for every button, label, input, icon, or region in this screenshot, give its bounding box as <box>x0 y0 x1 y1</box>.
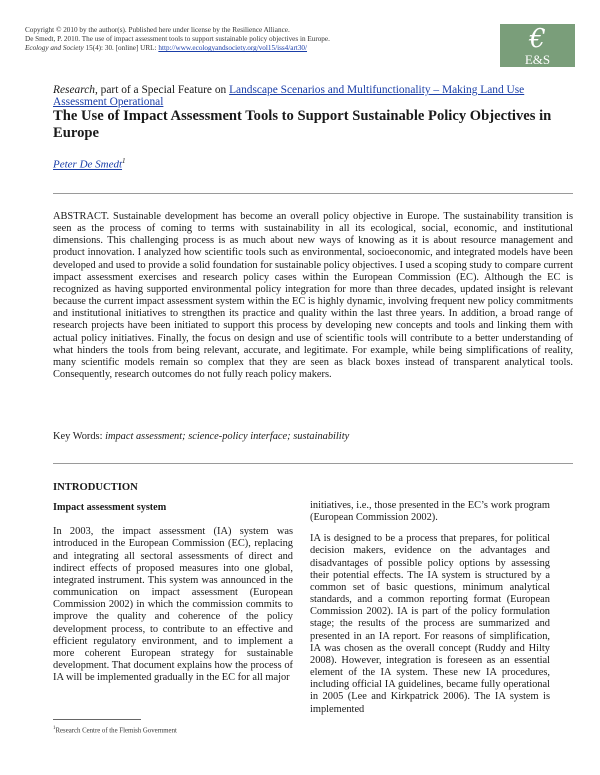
article-title: The Use of Impact Assessment Tools to Support Sustainable Policy Objectives in Europe <box>53 108 552 141</box>
journal-name: Ecology and Society <box>25 44 84 53</box>
right-paragraph-1: initiatives, i.e., those presented in the EC’s work program (European Commission 2002). <box>310 500 550 524</box>
right-column <box>310 500 550 725</box>
ia-system-heading: Impact assessment system <box>53 502 167 514</box>
article-url-link[interactable]: http://www.ecologyandsociety.org/vol15/iss4/art30/ <box>158 44 308 53</box>
keywords-label: Key Words: <box>53 431 106 442</box>
abstract: ABSTRACT. Sustainable development has become an overall policy objective in Europe. The sustainability transition is seen as the process of coming to terms with sustainability in all its ecological, social, economic, and institutional dimensions. This challenging process is as much about new ways of knowing as it is about resource management and product innovation. I analyzed how scientific tools such as environmental, socioeconomic, and integrated models have been developed and used to provide a solid foundation for sustainable policy objectives. I used a scoping study to compare current impact assessment exercises and research policy cases within the European Commission (EC). Although the EC is recognized as having supported environmental policy integration for more than three decades, updated insight is relevant because the current impact assessment system within the EC is highly dynamic, involving frequent new policy commitments and institutional initiatives to strengthen its practice and quality within the last three years. In addition, a broad range of research projects have been initiated to support this process by developing new concepts and tools and linking them with actual policy initiatives. Finally, the focus on design and use of scientific tools will contribute to a better understanding of what hinders the tools from being relevant, accurate, and legitimate. For example, while being simplifications of reality, many scientific models remain so complex that they are seen as black boxes instead of transparent analytical tools. Consequently, research outcomes do not fully reach policy makers. <box>53 211 573 381</box>
footnote <box>53 726 177 734</box>
journal-logo <box>500 24 575 67</box>
divider-top <box>53 193 573 194</box>
introduction-heading: INTRODUCTION <box>53 482 138 493</box>
footnote-mark: 1 <box>53 726 56 731</box>
special-feature-link[interactable]: Landscape Scenarios and Multifunctionality – Making Land Use Assessment Operational <box>53 84 525 108</box>
right-paragraph-2: IA is designed to be a process that prepares, for political decision makers, evidence on the advantages and disadvantages of possible policy options by assessing their potential effects. The IA system is structured by a common set of basic questions, minimum analytical standards, and a common reporting format (European Commission 2002). IA is part of the policy formulation stage; the results of the process are summarized and presented in an IA report. For reasons of simplification, IA was chosen as the overall concept (Ruddy and Hilty 2008). However, integration is foreseen as an essential element of the IA system. These new IA procedures, including official IA guidelines, became fully operational in 2005 (Lee and Kirkpatrick 2006). The IA system is implemented <box>310 533 550 715</box>
author-line <box>53 157 126 171</box>
citation-line: De Smedt, P. 2010. The use of impact assessment tools to support sustainable policy objectives in Europe. <box>25 35 330 44</box>
left-paragraph: In 2003, the impact assessment (IA) system was introduced in the European Commission (EC), replacing and integrating all sectoral assessments of direct and indirect effects of proposed measures into one global, integrated instrument. This system was announced in the communication on impact assessment (European Commission 2002) in which the commission commits to improve the quality and coherence of the policy development process, to contribute to an effective and efficient regulatory environment, and to implement a more coherent European strategy for sustainable development. That document explains how the process of IA will be implemented gradually in the EC for all major <box>53 526 293 684</box>
series-text: , part of a Special Feature on <box>94 84 230 96</box>
keywords <box>53 431 573 442</box>
logo-monogram: € <box>529 24 546 54</box>
author-link[interactable]: Peter De Smedt <box>53 158 123 171</box>
left-column <box>53 482 293 693</box>
author-affiliation-mark: 1 <box>122 157 126 165</box>
volume-info: 15(4): 30. [online] URL: <box>85 44 159 53</box>
special-feature-line <box>53 84 573 108</box>
footnote-divider <box>53 719 141 720</box>
logo-text: E&S <box>524 52 551 67</box>
keywords-values: impact assessment; science-policy interface; sustainability <box>105 431 350 442</box>
footnote-text: Research Centre of the Flemish Government <box>55 727 177 735</box>
url-line <box>25 44 330 53</box>
article-type: Research <box>53 84 95 96</box>
page-header <box>25 26 330 54</box>
divider-bottom <box>53 463 573 464</box>
copyright-line: Copyright © 2010 by the author(s). Published here under license by the Resilience Alliance. <box>25 26 290 34</box>
